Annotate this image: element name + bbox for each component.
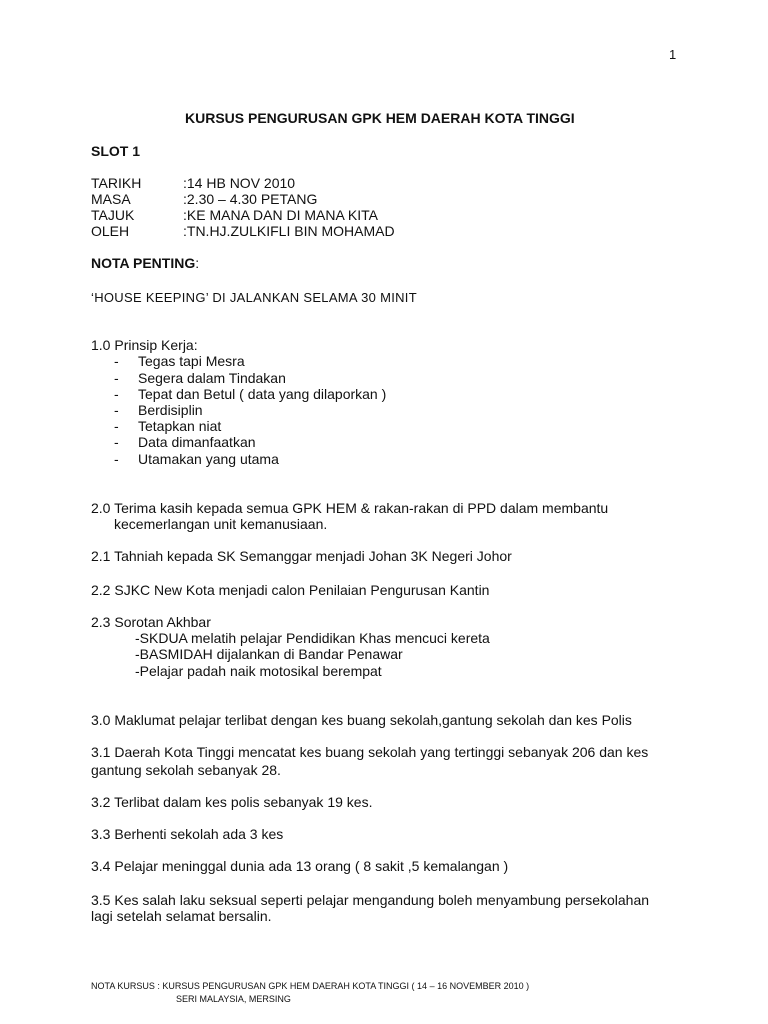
detail-value-tarikh: :14 HB NOV 2010 <box>183 175 296 191</box>
house-keeping-note: ‘HOUSE KEEPING’ DI JALANKAN SELAMA 30 MINIT <box>91 290 417 305</box>
list-item: -SKDUA melatih pelajar Pendidikan Khas mencuci kereta <box>135 630 490 646</box>
section-3-1-line2: gantung sekolah sebanyak 28. <box>91 762 281 778</box>
detail-value-masa: :2.30 – 4.30 PETANG <box>183 191 318 207</box>
list-item: Data dimanfaatkan <box>138 434 256 450</box>
section-3-3: 3.3 Berhenti sekolah ada 3 kes <box>91 826 284 842</box>
detail-value-oleh: :TN.HJ.ZULKIFLI BIN MOHAMAD <box>183 223 395 239</box>
footer-line2: SERI MALAYSIA, MERSING <box>176 994 291 1004</box>
page-number: 1 <box>669 47 677 62</box>
nota-penting-label: NOTA PENTING <box>91 255 196 271</box>
bullet-dash: - <box>114 370 119 386</box>
list-item: Utamakan yang utama <box>138 451 279 467</box>
section-3-1-line1: 3.1 Daerah Kota Tinggi mencatat kes buang sekolah yang tertinggi sebanyak 206 dan kes <box>91 744 649 760</box>
footer-line1: NOTA KURSUS : KURSUS PENGURUSAN GPK HEM DAERAH KOTA TINGGI ( 14 – 16 NOVEMBER 2010 ) <box>91 981 530 991</box>
bullet-dash: - <box>114 451 119 467</box>
bullet-dash: - <box>114 402 119 418</box>
list-item: -BASMIDAH dijalankan di Bandar Penawar <box>135 646 403 662</box>
list-item: Segera dalam Tindakan <box>138 370 286 386</box>
nota-penting-colon: : <box>195 255 200 271</box>
detail-label-oleh: OLEH <box>91 223 130 239</box>
list-item: -Pelajar padah naik motosikal berempat <box>135 663 382 679</box>
section-3-5-line1: 3.5 Kes salah laku seksual seperti pelajar mengandung boleh menyambung persekolahan <box>91 892 650 908</box>
section-2-3-heading: 2.3 Sorotan Akhbar <box>91 614 211 630</box>
bullet-dash: - <box>114 434 119 450</box>
section-3-2: 3.2 Terlibat dalam kes polis sebanyak 19 kes. <box>91 794 373 810</box>
detail-label-tajuk: TAJUK <box>91 207 135 223</box>
section-2-1: 2.1 Tahniah kepada SK Semanggar menjadi Johan 3K Negeri Johor <box>91 548 512 564</box>
section-2-2: 2.2 SJKC New Kota menjadi calon Penilaian Pengurusan Kantin <box>91 582 490 598</box>
bullet-dash: - <box>114 418 119 434</box>
list-item: Tegas tapi Mesra <box>138 353 245 369</box>
section-3-4: 3.4 Pelajar meninggal dunia ada 13 orang ( 8 sakit ,5 kemalangan ) <box>91 858 509 874</box>
list-item: Tepat dan Betul ( data yang dilaporkan ) <box>138 386 387 402</box>
detail-label-tarikh: TARIKH <box>91 175 142 191</box>
document-title: KURSUS PENGURUSAN GPK HEM DAERAH KOTA TINGGI <box>185 110 575 126</box>
slot-heading: SLOT 1 <box>91 143 141 159</box>
detail-value-tajuk: :KE MANA DAN DI MANA KITA <box>183 207 379 223</box>
section-2-0-line2: kecemerlangan unit kemanusiaan. <box>114 516 328 532</box>
section-3-0: 3.0 Maklumat pelajar terlibat dengan kes buang sekolah,gantung sekolah dan kes Polis <box>91 712 632 728</box>
section-2-0-line1: 2.0 Terima kasih kepada semua GPK HEM & rakan-rakan di PPD dalam membantu <box>91 500 609 516</box>
nota-penting-heading <box>91 255 199 271</box>
bullet-dash: - <box>114 386 119 402</box>
bullet-dash: - <box>114 353 119 369</box>
prinsip-heading: 1.0 Prinsip Kerja: <box>91 337 198 353</box>
list-item: Tetapkan niat <box>138 418 222 434</box>
detail-label-masa: MASA <box>91 191 131 207</box>
section-3-5-line2: lagi setelah selamat bersalin. <box>91 908 272 924</box>
list-item: Berdisiplin <box>138 402 203 418</box>
